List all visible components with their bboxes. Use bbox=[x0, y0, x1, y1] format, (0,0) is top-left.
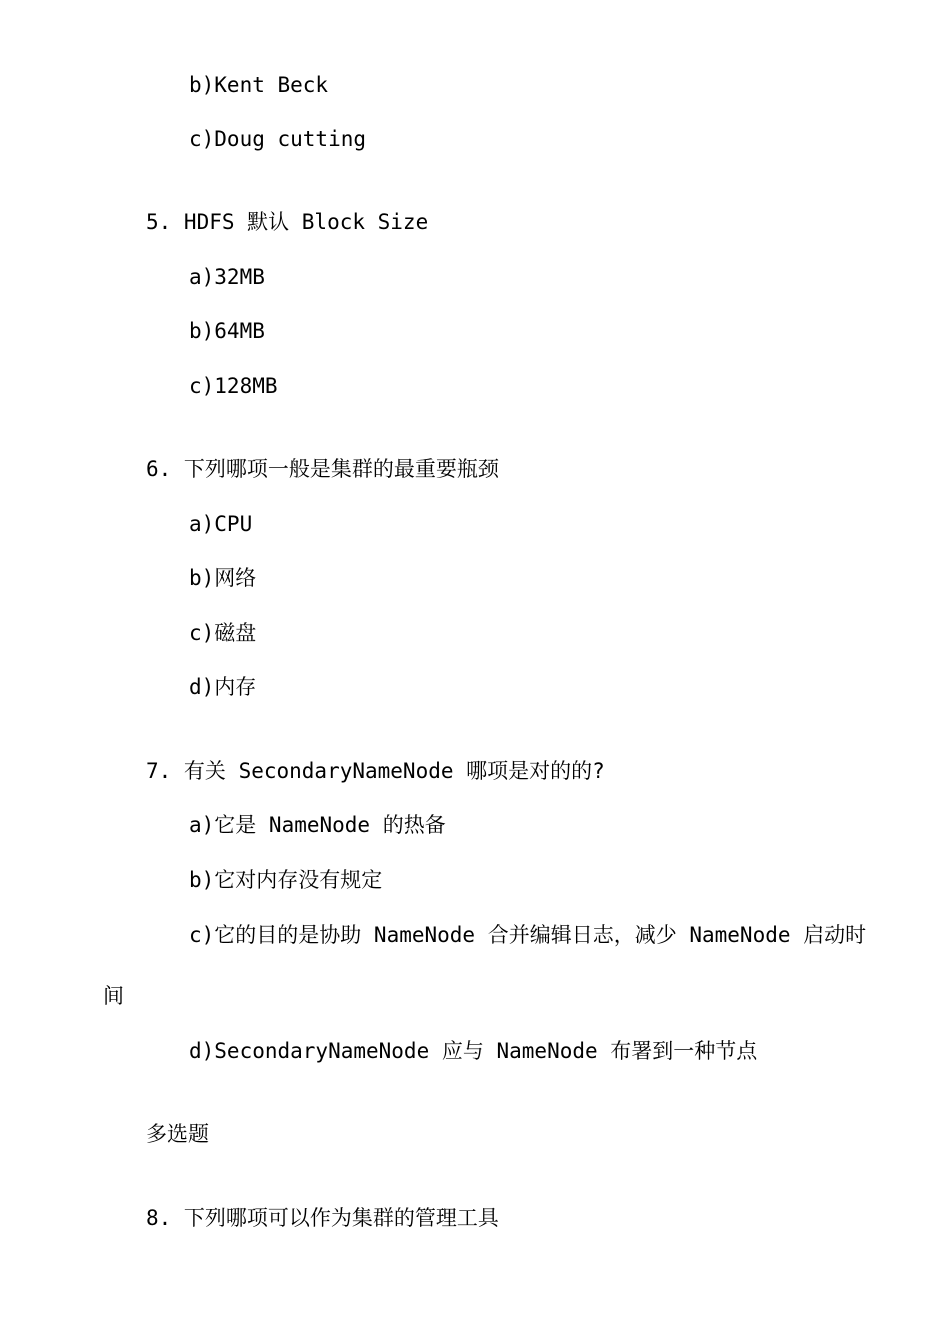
q8-question: 8. 下列哪项可以作为集群的管理工具 bbox=[146, 1206, 499, 1230]
q7-option-b: b)它对内存没有规定 bbox=[189, 868, 383, 892]
q6-option-b: b)网络 bbox=[189, 566, 257, 590]
q5-question: 5. HDFS 默认 Block Size bbox=[146, 210, 429, 234]
section-title-multiple-choice: 多选题 bbox=[146, 1122, 209, 1146]
q6-option-a: a)CPU bbox=[189, 512, 253, 536]
q5-option-b: b)64MB bbox=[189, 319, 265, 343]
q4-option-c: c)Doug cutting bbox=[189, 127, 367, 151]
q4-option-b: b)Kent Beck bbox=[189, 73, 329, 97]
q6-option-c: c)磁盘 bbox=[189, 621, 257, 645]
q5-option-c: c)128MB bbox=[189, 374, 278, 398]
q5-option-a: a)32MB bbox=[189, 265, 265, 289]
q6-question: 6. 下列哪项一般是集群的最重要瓶颈 bbox=[146, 457, 499, 481]
q7-option-c-continuation: 间 bbox=[103, 984, 124, 1008]
q7-option-a: a)它是 NameNode 的热备 bbox=[189, 813, 446, 837]
q7-option-c: c)它的目的是协助 NameNode 合并编辑日志，减少 NameNode 启动时 bbox=[189, 923, 867, 947]
q7-option-d: d)SecondaryNameNode 应与 NameNode 布署到一种节点 bbox=[189, 1039, 758, 1063]
q7-question: 7. 有关 SecondaryNameNode 哪项是对的的? bbox=[146, 759, 605, 783]
q6-option-d: d)内存 bbox=[189, 675, 257, 699]
